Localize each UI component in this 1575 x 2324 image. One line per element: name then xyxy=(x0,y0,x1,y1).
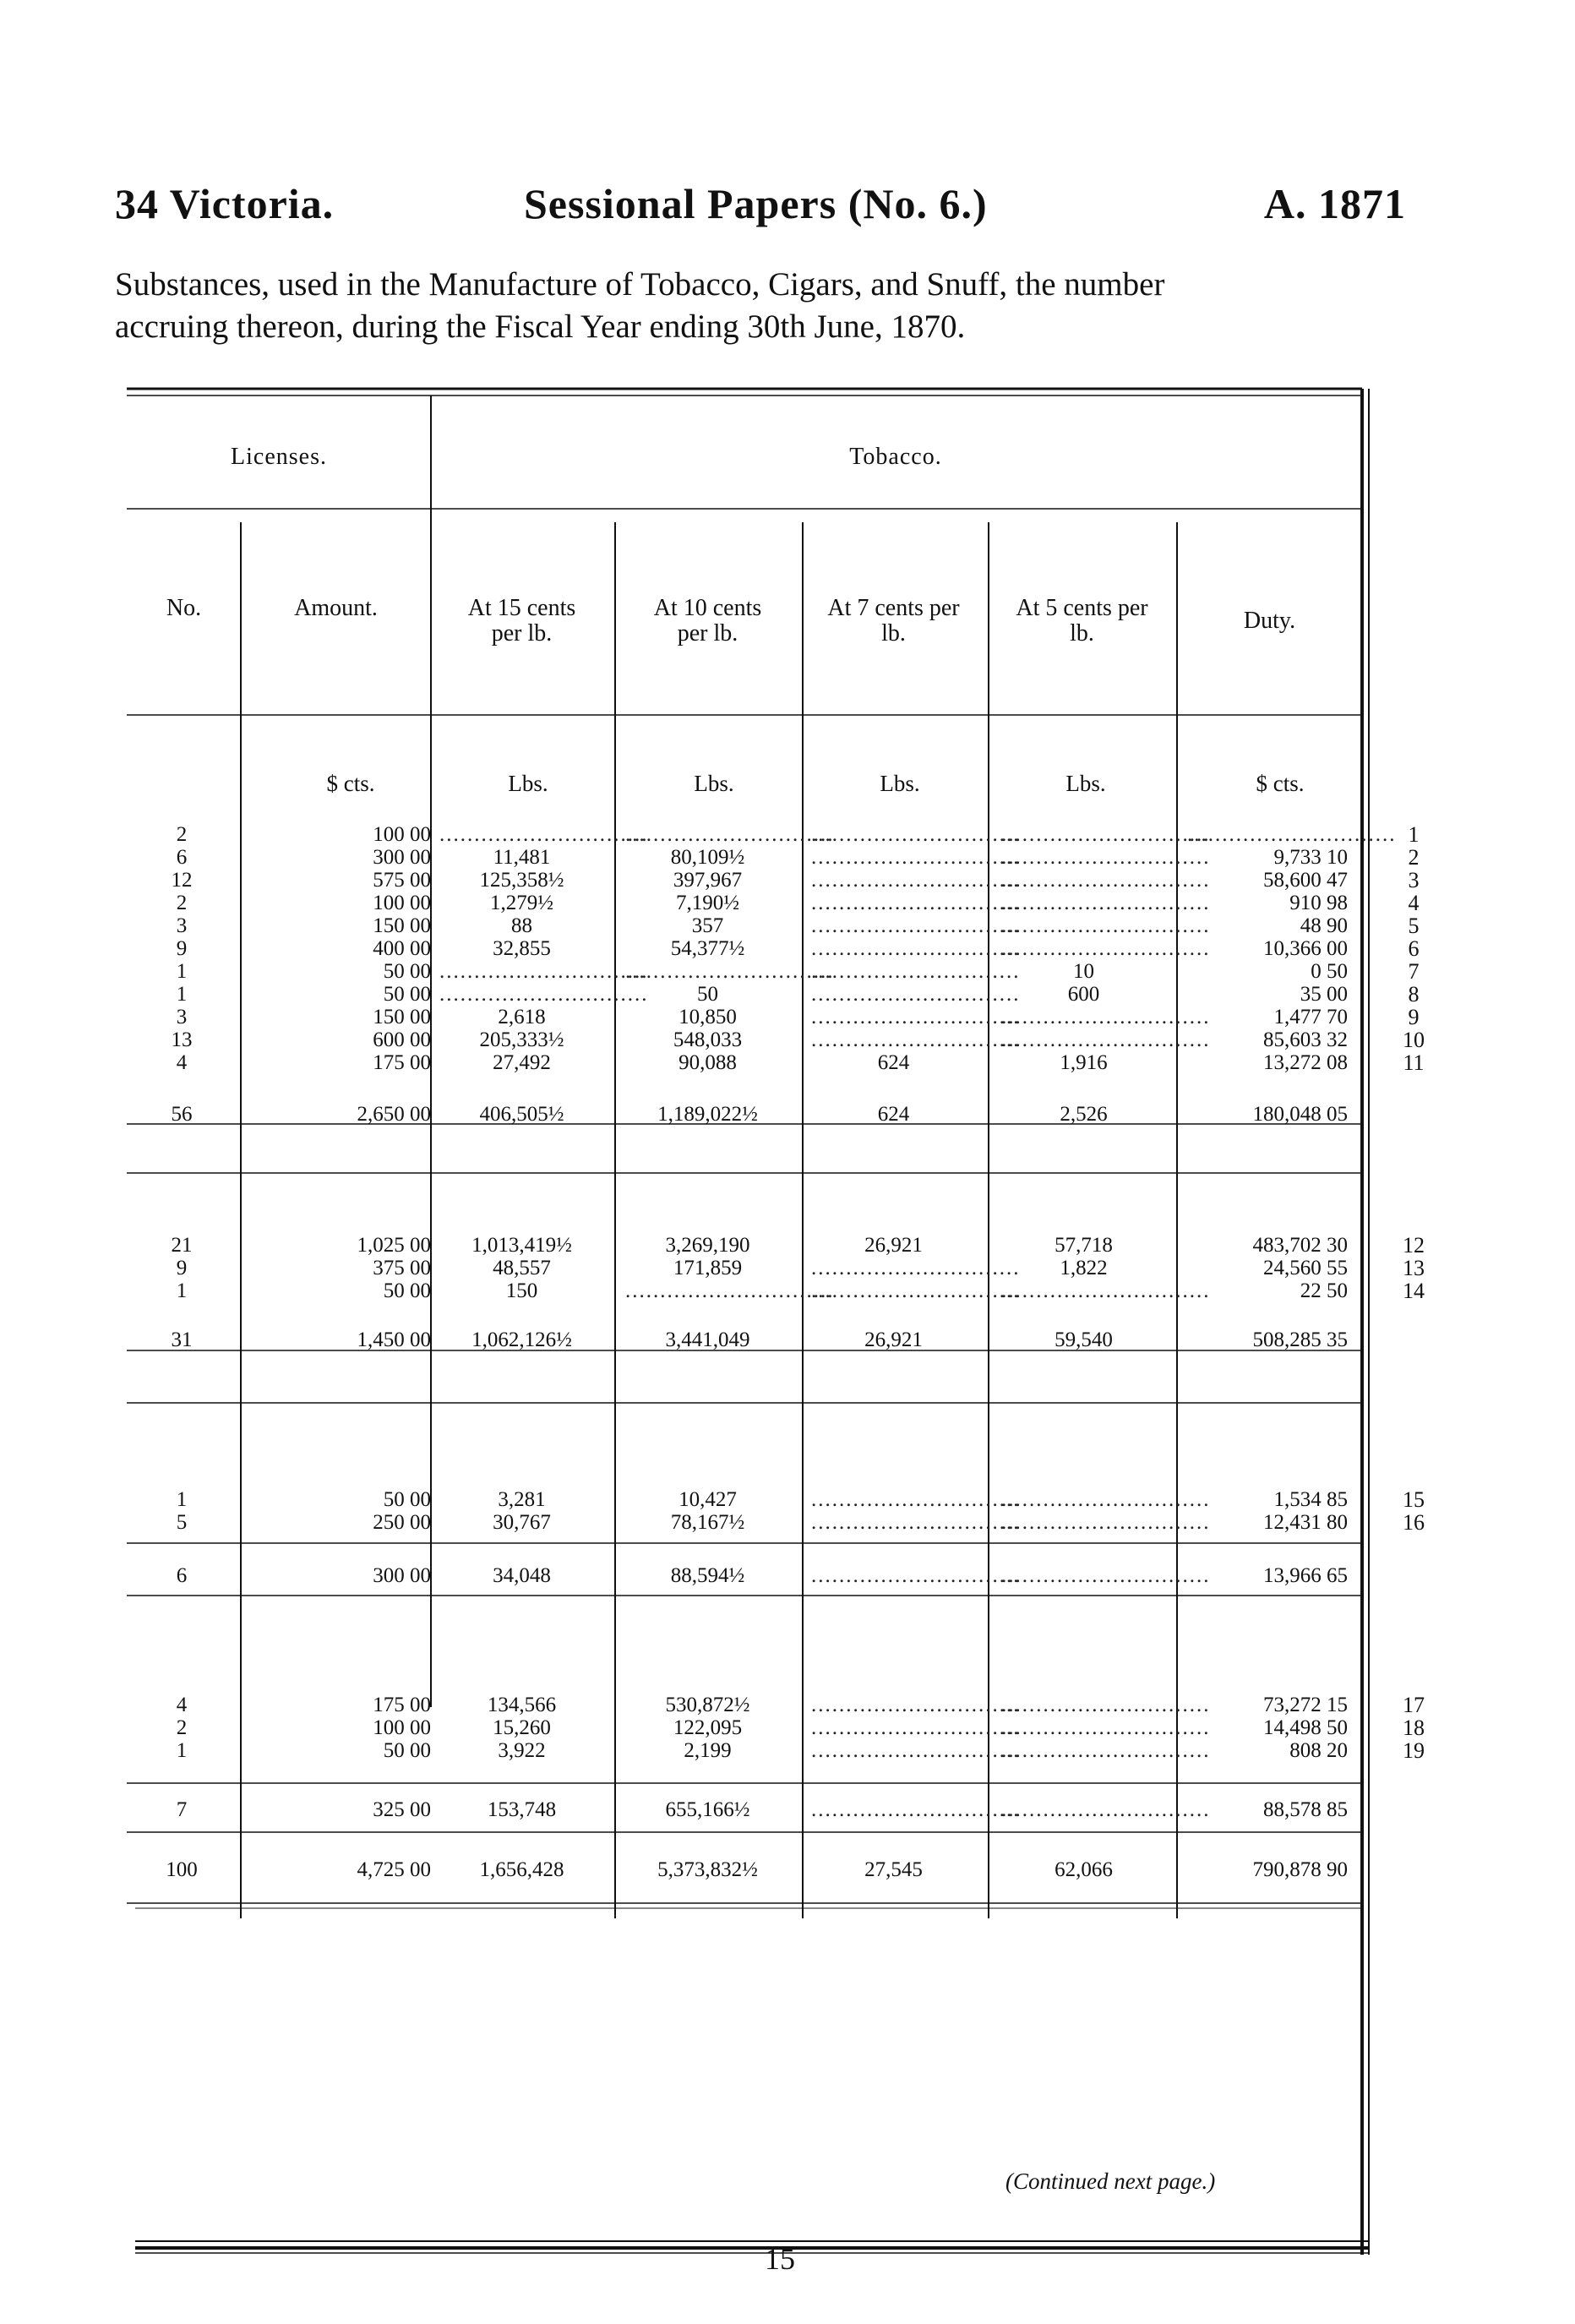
col-head-no: No. xyxy=(166,595,202,621)
cell-no: 6 xyxy=(176,1564,188,1587)
leader-dots: .............................. xyxy=(1001,1488,1211,1511)
cell-t10: 7,190½ xyxy=(676,892,739,914)
leader-dots: .............................. xyxy=(1001,823,1211,846)
cell-duty: 12,431 80 xyxy=(1263,1511,1348,1534)
cell-amount: 50 00 xyxy=(383,983,431,1006)
line-number: 13 xyxy=(1403,1256,1425,1280)
cell-t5 xyxy=(1001,846,1211,869)
cell-duty: 85,603 32 xyxy=(1263,1028,1348,1051)
cell-t7 xyxy=(811,1798,1021,1821)
cell-duty: 22 50 xyxy=(1300,1279,1348,1302)
section-tobacco: Tobacco. xyxy=(849,444,942,470)
line-number: 1 xyxy=(1408,822,1420,847)
leader-dots: .............................. xyxy=(811,1694,1021,1716)
leader-dots: .............................. xyxy=(1001,869,1211,892)
cell-amount: 100 00 xyxy=(373,892,431,914)
cell-t5 xyxy=(1001,1488,1211,1511)
leader-dots: .............................. xyxy=(811,1739,1021,1762)
leader-dots: .............................. xyxy=(439,823,649,846)
cell-amount: 375 00 xyxy=(373,1257,431,1279)
cell-no: 21 xyxy=(171,1234,193,1257)
cell-no: 100 xyxy=(166,1858,198,1881)
leader-dots: .............................. xyxy=(1001,1279,1211,1302)
cell-t5 xyxy=(1001,1564,1211,1587)
cell-duty: 180,048 05 xyxy=(1252,1103,1348,1126)
leader-dots: .............................. xyxy=(625,960,835,983)
cell-duty: 808 20 xyxy=(1289,1739,1348,1762)
cell-duty: 48 90 xyxy=(1300,914,1348,937)
col-head-10c: At 10 cents per lb. xyxy=(653,595,762,646)
line-number: 14 xyxy=(1403,1279,1425,1303)
leader-dots: .............................. xyxy=(811,1006,1021,1028)
line-number: 12 xyxy=(1403,1233,1425,1257)
table-row xyxy=(0,1512,1575,1534)
unit-5c: Lbs. xyxy=(1065,771,1106,796)
section-licenses: Licenses. xyxy=(231,444,327,470)
cell-t7 xyxy=(811,846,1021,869)
table-row xyxy=(0,1565,1575,1587)
leader-dots: .............................. xyxy=(811,892,1021,914)
table-row xyxy=(0,1052,1575,1074)
cell-t5: 57,718 xyxy=(1055,1234,1113,1257)
cell-t15: 48,557 xyxy=(493,1257,551,1279)
table-row xyxy=(0,1694,1575,1716)
line-number: 16 xyxy=(1403,1510,1425,1535)
cell-duty: 24,560 55 xyxy=(1263,1257,1348,1279)
cell-t7: 26,921 xyxy=(864,1328,923,1351)
cell-t10: 5,373,832½ xyxy=(657,1858,758,1881)
table-row xyxy=(0,1257,1575,1279)
cell-no: 3 xyxy=(176,914,188,937)
cell-t7 xyxy=(811,1564,1021,1587)
line-number: 17 xyxy=(1403,1693,1425,1717)
leader-dots: .............................. xyxy=(1001,846,1211,869)
cell-duty: 508,285 35 xyxy=(1252,1328,1348,1351)
cell-t15: 30,767 xyxy=(493,1511,551,1534)
cell-t10: 548,033 xyxy=(673,1028,743,1051)
cell-t10 xyxy=(625,823,835,846)
cell-t10: 54,377½ xyxy=(670,937,745,960)
cell-no: 1 xyxy=(176,983,188,1006)
leader-dots: .............................. xyxy=(1001,1028,1211,1051)
cell-duty: 910 98 xyxy=(1289,892,1348,914)
table-row xyxy=(0,1029,1575,1051)
cell-duty: 483,702 30 xyxy=(1252,1234,1348,1257)
cell-t5: 1,822 xyxy=(1060,1257,1108,1279)
cell-t15 xyxy=(439,983,649,1006)
cell-no: 31 xyxy=(171,1328,193,1351)
cell-t10: 10,427 xyxy=(679,1488,737,1511)
table-row xyxy=(0,1859,1575,1881)
cell-t15: 153,748 xyxy=(487,1798,557,1821)
intro-text xyxy=(115,264,1416,348)
cell-no: 3 xyxy=(176,1006,188,1028)
cell-t7: 624 xyxy=(877,1103,910,1126)
cell-duty: 9,733 10 xyxy=(1273,846,1348,869)
cell-t15: 27,492 xyxy=(493,1051,551,1074)
leader-dots: .............................. xyxy=(811,1488,1021,1511)
cell-duty: 1,477 70 xyxy=(1273,1006,1348,1028)
leader-dots: .............................. xyxy=(811,1564,1021,1587)
cell-t7 xyxy=(811,1028,1021,1051)
table-row xyxy=(0,1235,1575,1257)
table-row xyxy=(0,847,1575,869)
cell-t5 xyxy=(1001,1511,1211,1534)
cell-t5: 1,916 xyxy=(1060,1051,1108,1074)
table-row xyxy=(0,1280,1575,1302)
cell-t7 xyxy=(811,1694,1021,1716)
leader-dots: .............................. xyxy=(811,823,1021,846)
cell-t7: 27,545 xyxy=(864,1858,923,1881)
cell-amount: 300 00 xyxy=(373,846,431,869)
unit-10c: Lbs. xyxy=(694,771,734,796)
unit-amount: $ cts. xyxy=(326,771,375,796)
continued-note: (Continued next page.) xyxy=(1005,2169,1216,2194)
cell-no: 2 xyxy=(176,823,188,846)
cell-t10: 530,872½ xyxy=(665,1694,750,1716)
cell-t5 xyxy=(1001,1716,1211,1739)
cell-t5 xyxy=(1001,1694,1211,1716)
table-row xyxy=(0,984,1575,1006)
cell-t15: 150 xyxy=(505,1279,538,1302)
col-head-amount: Amount. xyxy=(294,595,378,621)
cell-t15: 406,505½ xyxy=(479,1103,564,1126)
line-number: 19 xyxy=(1403,1738,1425,1763)
leader-dots: .............................. xyxy=(1001,1564,1211,1587)
table-row xyxy=(0,1007,1575,1028)
cell-t7 xyxy=(811,869,1021,892)
cell-t10: 80,109½ xyxy=(670,846,745,869)
cell-duty: 13,272 08 xyxy=(1263,1051,1348,1074)
cell-no: 2 xyxy=(176,1716,188,1739)
intro-line-2: accruing thereon, during the Fiscal Year ending 30th June, 1870. xyxy=(115,308,966,345)
leader-dots: .............................. xyxy=(1001,1716,1211,1739)
cell-amount: 2,650 00 xyxy=(357,1103,431,1126)
unit-15c: Lbs. xyxy=(508,771,548,796)
cell-t15: 1,062,126½ xyxy=(471,1328,572,1351)
cell-t5: 600 xyxy=(1067,983,1100,1006)
cell-t15: 34,048 xyxy=(493,1564,551,1587)
cell-t5 xyxy=(1001,937,1211,960)
leader-dots: .............................. xyxy=(811,1028,1021,1051)
cell-t10 xyxy=(625,1279,835,1302)
cell-no: 1 xyxy=(176,960,188,983)
cell-t5 xyxy=(1001,1798,1211,1821)
cell-t15: 3,922 xyxy=(498,1739,546,1762)
leader-dots: .............................. xyxy=(811,1279,1021,1302)
leader-dots: .............................. xyxy=(439,983,649,1006)
col-head-5c: At 5 cents per lb. xyxy=(1016,595,1148,646)
cell-amount: 300 00 xyxy=(373,1564,431,1587)
leader-dots: .............................. xyxy=(1001,1798,1211,1821)
cell-t5: 10 xyxy=(1073,960,1094,983)
cell-t10: 171,859 xyxy=(673,1257,743,1279)
leader-dots: .............................. xyxy=(811,983,1021,1006)
cell-amount: 100 00 xyxy=(373,823,431,846)
cell-duty: 790,878 90 xyxy=(1252,1858,1348,1881)
col-head-duty: Duty. xyxy=(1243,608,1296,634)
cell-t7 xyxy=(811,1511,1021,1534)
cell-duty: 0 50 xyxy=(1311,960,1348,983)
leader-dots: .............................. xyxy=(439,960,649,983)
leader-dots: .............................. xyxy=(811,914,1021,937)
line-number: 3 xyxy=(1408,868,1420,892)
cell-no: 5 xyxy=(176,1511,188,1534)
leader-dots: .............................. xyxy=(625,823,835,846)
leader-dots: .............................. xyxy=(811,960,1021,983)
cell-t7 xyxy=(811,1006,1021,1028)
table-row xyxy=(0,1329,1575,1351)
cell-t15: 88 xyxy=(511,914,532,937)
cell-t5 xyxy=(1001,892,1211,914)
cell-t10: 88,594½ xyxy=(670,1564,745,1587)
table-row xyxy=(0,961,1575,983)
cell-duty: 14,498 50 xyxy=(1263,1716,1348,1739)
cell-t7 xyxy=(811,1739,1021,1762)
cell-duty: 88,578 85 xyxy=(1263,1798,1348,1821)
cell-t15: 1,656,428 xyxy=(479,1858,564,1881)
table-row xyxy=(0,1740,1575,1762)
table-row xyxy=(0,1799,1575,1821)
cell-t5 xyxy=(1001,1739,1211,1762)
line-number: 5 xyxy=(1408,914,1420,938)
leader-dots: .............................. xyxy=(1001,1739,1211,1762)
cell-amount: 4,725 00 xyxy=(357,1858,431,1881)
table-row xyxy=(0,824,1575,846)
cell-amount: 1,450 00 xyxy=(357,1328,431,1351)
cell-no: 6 xyxy=(176,846,188,869)
leader-dots: .............................. xyxy=(1187,823,1397,846)
line-number: 7 xyxy=(1408,959,1420,984)
cell-amount: 400 00 xyxy=(373,937,431,960)
header-year: A. 1871 xyxy=(1263,180,1406,227)
line-number: 11 xyxy=(1403,1050,1425,1075)
table-row xyxy=(0,1104,1575,1126)
cell-t7 xyxy=(811,1279,1021,1302)
line-number: 6 xyxy=(1408,936,1420,961)
cell-no: 4 xyxy=(176,1051,188,1074)
cell-t15: 11,481 xyxy=(493,846,551,869)
cell-t10: 3,269,190 xyxy=(665,1234,750,1257)
unit-duty: $ cts. xyxy=(1256,771,1305,796)
cell-no: 12 xyxy=(171,869,193,892)
cell-t7: 624 xyxy=(877,1051,910,1074)
cell-amount: 600 00 xyxy=(373,1028,431,1051)
leader-dots: .............................. xyxy=(811,1798,1021,1821)
cell-amount: 175 00 xyxy=(373,1694,431,1716)
cell-t15: 1,279½ xyxy=(490,892,553,914)
line-number: 9 xyxy=(1408,1005,1420,1029)
cell-duty: 1,534 85 xyxy=(1273,1488,1348,1511)
cell-no: 13 xyxy=(171,1028,193,1051)
cell-t10: 2,199 xyxy=(684,1739,732,1762)
cell-t7 xyxy=(811,937,1021,960)
cell-no: 2 xyxy=(176,892,188,914)
cell-t15: 2,618 xyxy=(498,1006,546,1028)
cell-t5: 2,526 xyxy=(1060,1103,1108,1126)
line-number: 10 xyxy=(1403,1028,1425,1052)
cell-t7 xyxy=(811,960,1021,983)
table-row xyxy=(0,870,1575,892)
cell-t7 xyxy=(811,1716,1021,1739)
leader-dots: .............................. xyxy=(625,1279,835,1302)
leader-dots: .............................. xyxy=(811,846,1021,869)
cell-t15: 3,281 xyxy=(498,1488,546,1511)
page-number: 15 xyxy=(765,2242,795,2276)
cell-t15 xyxy=(439,823,649,846)
cell-t5 xyxy=(1001,869,1211,892)
leader-dots: .............................. xyxy=(811,1511,1021,1534)
header-title: Sessional Papers (No. 6.) xyxy=(524,180,988,227)
cell-amount: 575 00 xyxy=(373,869,431,892)
cell-t7: 26,921 xyxy=(864,1234,923,1257)
cell-no: 1 xyxy=(176,1279,188,1302)
cell-t7 xyxy=(811,1257,1021,1279)
cell-amount: 50 00 xyxy=(383,960,431,983)
cell-amount: 1,025 00 xyxy=(357,1234,431,1257)
cell-t7 xyxy=(811,983,1021,1006)
table-row xyxy=(0,1717,1575,1739)
cell-t5: 62,066 xyxy=(1055,1858,1113,1881)
table-row xyxy=(0,892,1575,914)
cell-t7 xyxy=(811,892,1021,914)
table-row xyxy=(0,1489,1575,1511)
cell-t10: 10,850 xyxy=(679,1006,737,1028)
cell-amount: 250 00 xyxy=(373,1511,431,1534)
cell-t15: 205,333½ xyxy=(479,1028,564,1051)
cell-t7 xyxy=(811,1488,1021,1511)
cell-t15: 15,260 xyxy=(493,1716,551,1739)
cell-t15 xyxy=(439,960,649,983)
cell-amount: 325 00 xyxy=(373,1798,431,1821)
leader-dots: .............................. xyxy=(1001,937,1211,960)
cell-t5: 59,540 xyxy=(1055,1328,1113,1351)
cell-t15: 1,013,419½ xyxy=(471,1234,572,1257)
cell-amount: 150 00 xyxy=(373,1006,431,1028)
cell-duty: 35 00 xyxy=(1300,983,1348,1006)
line-number: 8 xyxy=(1408,982,1420,1007)
cell-duty xyxy=(1187,823,1397,846)
cell-no: 56 xyxy=(171,1103,193,1126)
cell-t10: 122,095 xyxy=(673,1716,743,1739)
cell-amount: 50 00 xyxy=(383,1739,431,1762)
header-session: 34 Victoria. xyxy=(115,180,335,227)
cell-duty: 13,966 65 xyxy=(1263,1564,1348,1587)
leader-dots: .............................. xyxy=(811,869,1021,892)
cell-t7 xyxy=(811,914,1021,937)
cell-amount: 150 00 xyxy=(373,914,431,937)
leader-dots: .............................. xyxy=(811,1257,1021,1279)
cell-t10: 90,088 xyxy=(679,1051,737,1074)
cell-no: 1 xyxy=(176,1739,188,1762)
cell-duty: 10,366 00 xyxy=(1263,937,1348,960)
cell-amount: 50 00 xyxy=(383,1279,431,1302)
leader-dots: .............................. xyxy=(811,937,1021,960)
col-head-7c: At 7 cents per lb. xyxy=(827,595,960,646)
cell-t5 xyxy=(1001,1028,1211,1051)
leader-dots: .............................. xyxy=(1001,1694,1211,1716)
cell-amount: 100 00 xyxy=(373,1716,431,1739)
cell-t10: 3,441,049 xyxy=(665,1328,750,1351)
line-number: 4 xyxy=(1408,891,1420,915)
leader-dots: .............................. xyxy=(1001,892,1211,914)
cell-t10 xyxy=(625,960,835,983)
cell-t10: 50 xyxy=(697,983,718,1006)
cell-t5 xyxy=(1001,823,1211,846)
leader-dots: .............................. xyxy=(811,1716,1021,1739)
cell-no: 4 xyxy=(176,1694,188,1716)
cell-t10: 78,167½ xyxy=(670,1511,745,1534)
line-number: 2 xyxy=(1408,845,1420,870)
unit-7c: Lbs. xyxy=(880,771,920,796)
table-row xyxy=(0,915,1575,937)
cell-t5 xyxy=(1001,1006,1211,1028)
cell-amount: 50 00 xyxy=(383,1488,431,1511)
cell-duty: 73,272 15 xyxy=(1263,1694,1348,1716)
cell-duty: 58,600 47 xyxy=(1263,869,1348,892)
cell-t10: 357 xyxy=(691,914,724,937)
leader-dots: .............................. xyxy=(1001,914,1211,937)
cell-t10: 397,967 xyxy=(673,869,743,892)
cell-t15: 134,566 xyxy=(487,1694,557,1716)
col-head-15c: At 15 cents per lb. xyxy=(467,595,576,646)
cell-no: 7 xyxy=(176,1798,188,1821)
cell-t7 xyxy=(811,823,1021,846)
cell-no: 9 xyxy=(176,937,188,960)
cell-amount: 175 00 xyxy=(373,1051,431,1074)
cell-t10: 1,189,022½ xyxy=(657,1103,758,1126)
cell-t10: 655,166½ xyxy=(665,1798,750,1821)
line-number: 18 xyxy=(1403,1716,1425,1740)
cell-no: 9 xyxy=(176,1257,188,1279)
leader-dots: .............................. xyxy=(1001,1006,1211,1028)
cell-no: 1 xyxy=(176,1488,188,1511)
cell-t15: 32,855 xyxy=(493,937,551,960)
leader-dots: .............................. xyxy=(1001,1511,1211,1534)
cell-t15: 125,358½ xyxy=(479,869,564,892)
table-row xyxy=(0,938,1575,960)
intro-line-1: Substances, used in the Manufacture of Tobacco, Cigars, and Snuff, the number xyxy=(115,266,1165,303)
cell-t5 xyxy=(1001,1279,1211,1302)
line-number: 15 xyxy=(1403,1487,1425,1512)
cell-t5 xyxy=(1001,914,1211,937)
